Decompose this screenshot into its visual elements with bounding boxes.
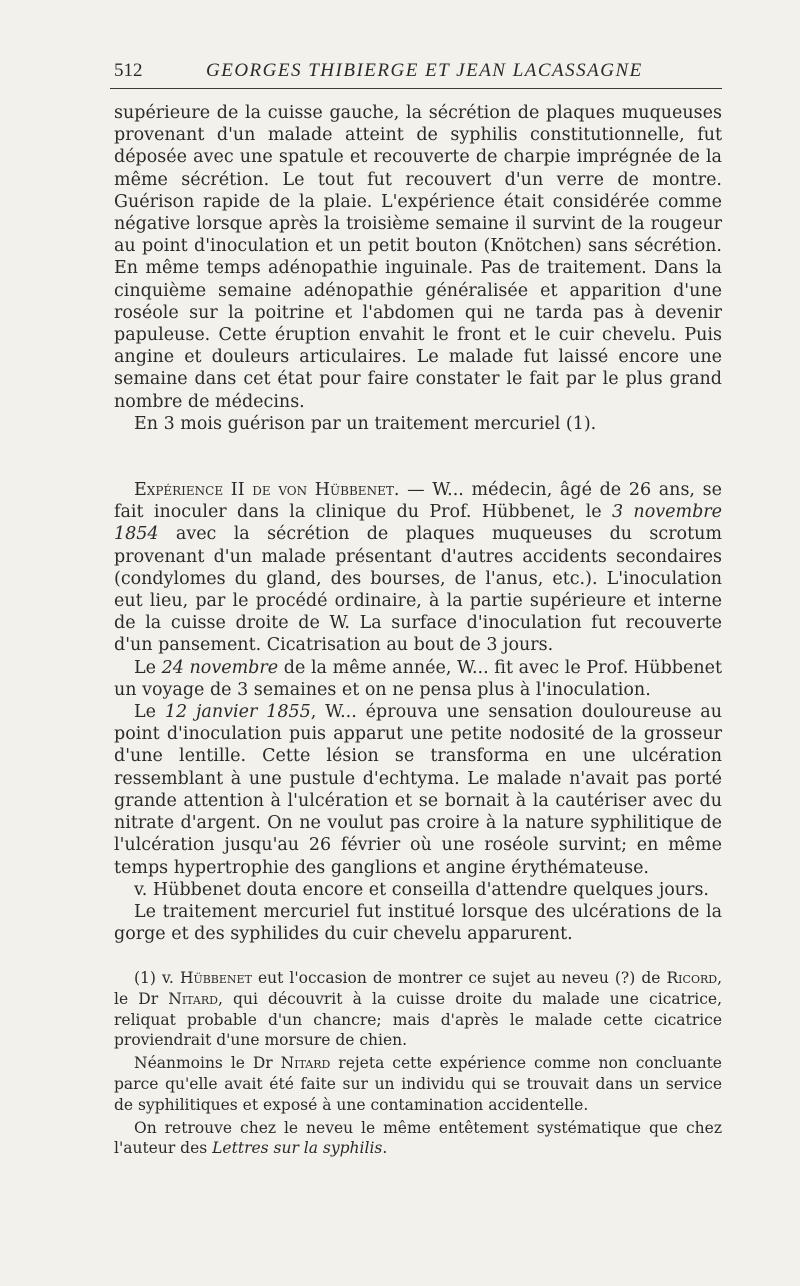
text-span: Néanmoins le Dr <box>134 1054 281 1073</box>
text-span: (1) v. <box>134 969 180 987</box>
text-span: rejeta cette expérience comme non concluante parce qu'elle avait été faite sur un individu qui se trouvait dans un service de syphilitiques et exposé à une contamination accidentelle. <box>114 1054 722 1114</box>
running-head: GEORGES THIBIERGE ET JEAN LACASSAGNE <box>206 60 643 81</box>
main-text <box>114 102 722 945</box>
footnote-3 <box>114 1118 722 1160</box>
paragraph-result: En 3 mois guérison par un traitement mercuriel (1). <box>134 413 597 434</box>
text-span: avec la sécrétion de plaques muqueuses du scrotum provenant d'un malade présentant d'autres accidents secondaires (condylomes du gland, des bourses, de l'anus, etc.). L'inoculation eut lieu, par le procédé ordinaire, à la partie supérieure et interne de la cuisse droite de W. La surface d'inoculation fut recouverte d'un pansement. Cicatrisation au bout de 3 jours. <box>114 524 722 656</box>
text-span: — W... médecin, âgé de 26 ans, se fait inoculer dans la clinique du Prof. Hübbenet, le <box>114 480 723 523</box>
page-header <box>110 58 722 89</box>
date-italic: 3 novembre 1854 <box>114 502 723 545</box>
page-number: 512 <box>114 60 143 81</box>
text-span: de la même année, W... fit avec le Prof. Hübbenet un voyage de 3 semaines et on ne pensa plus à l'inoculation. <box>114 657 723 700</box>
footnote-1 <box>114 968 722 1051</box>
text-span: On retrouve chez le neveu le même entêtement systématique que chez l'auteur des <box>114 1118 722 1158</box>
experience-heading: Expérience II de von Hübbenet. <box>134 480 400 501</box>
text-span: , W... éprouva une sensation douloureuse au point d'inoculation puis apparut une petite nodosité de la grosseur d'une lentille. Cette lésion se transforma en une ulcération ressemblant à une pustule d'echtyma. Le malade n'avait pas porté grande attention à l'ulcération et se bornait à la cautériser avec du nitrate d'argent. On ne voulut pas croire à la nature syphilitique de l'ulcération jusqu'au 26 février où une roséole survint; en même temps hypertrophie des ganglions et angine érythémateuse. <box>114 702 723 878</box>
text-span: Le <box>134 702 165 723</box>
paragraph-continued: supérieure de la cuisse gauche, la sécrétion de plaques muqueuses provenant d'un malade atteint de syphilis constitutionnelle, fut déposée avec une spatule et recouverte de charpie imprégnée de la même sécrétion. Le tout fut recouvert d'un verre de montre. Guérison rapide de la plaie. L'expérience était considérée comme négative lorsque après la troisième semaine il survint de la rougeur au point d'inoculation et un petit bouton (Knötchen) sans sécrétion. En même temps adénopathie inguinale. Pas de traitement. Dans la cinquième semaine adénopathie généralisée et apparition d'une roséole sur la poitrine et l'abdomen qui ne tarda pas à devenir papuleuse. Cette éruption envahit le front et le cuir chevelu. Puis angine et douleurs articulaires. Le malade fut laissé encore une semaine dans cet état pour faire constater le fait par le plus grand nombre de médecins. <box>114 103 722 412</box>
paragraph-doubt: v. Hübbenet douta encore et conseilla d'attendre quelques jours. <box>134 879 709 900</box>
author-name: Nitard <box>168 989 218 1008</box>
footnote-2 <box>114 1053 722 1115</box>
footnotes <box>114 968 722 1159</box>
text-span: . <box>382 1139 388 1158</box>
text-span: , le Dr <box>114 969 723 1008</box>
text-span: eut l'occasion de montrer ce sujet au neveu (?) de <box>251 969 667 987</box>
paragraph-ulceration <box>114 701 722 879</box>
author-name: Ricord <box>666 969 718 987</box>
date-italic: 24 novembre <box>161 657 279 678</box>
text-span: Le <box>134 657 162 678</box>
date-italic: 12 janvier 1855 <box>164 702 311 723</box>
author-name: Hübbenet <box>179 969 252 987</box>
paragraph-experience-ii <box>114 479 722 657</box>
book-title: Lettres sur la syphilis <box>212 1139 383 1158</box>
text-span: , qui découvrit à la cuisse droite du malade une cicatrice, reliquat probable d'un chancre; mais d'après le malade cette cicatrice proviendrait d'une morsure de chien. <box>114 989 722 1050</box>
paragraph-treatment: Le traitement mercuriel fut institué lorsque des ulcérations de la gorge et des syphilides du cuir chevelu apparurent. <box>114 901 722 945</box>
paragraph-voyage <box>114 657 722 701</box>
section-gap <box>114 435 722 479</box>
author-name: Nitard <box>280 1054 331 1073</box>
